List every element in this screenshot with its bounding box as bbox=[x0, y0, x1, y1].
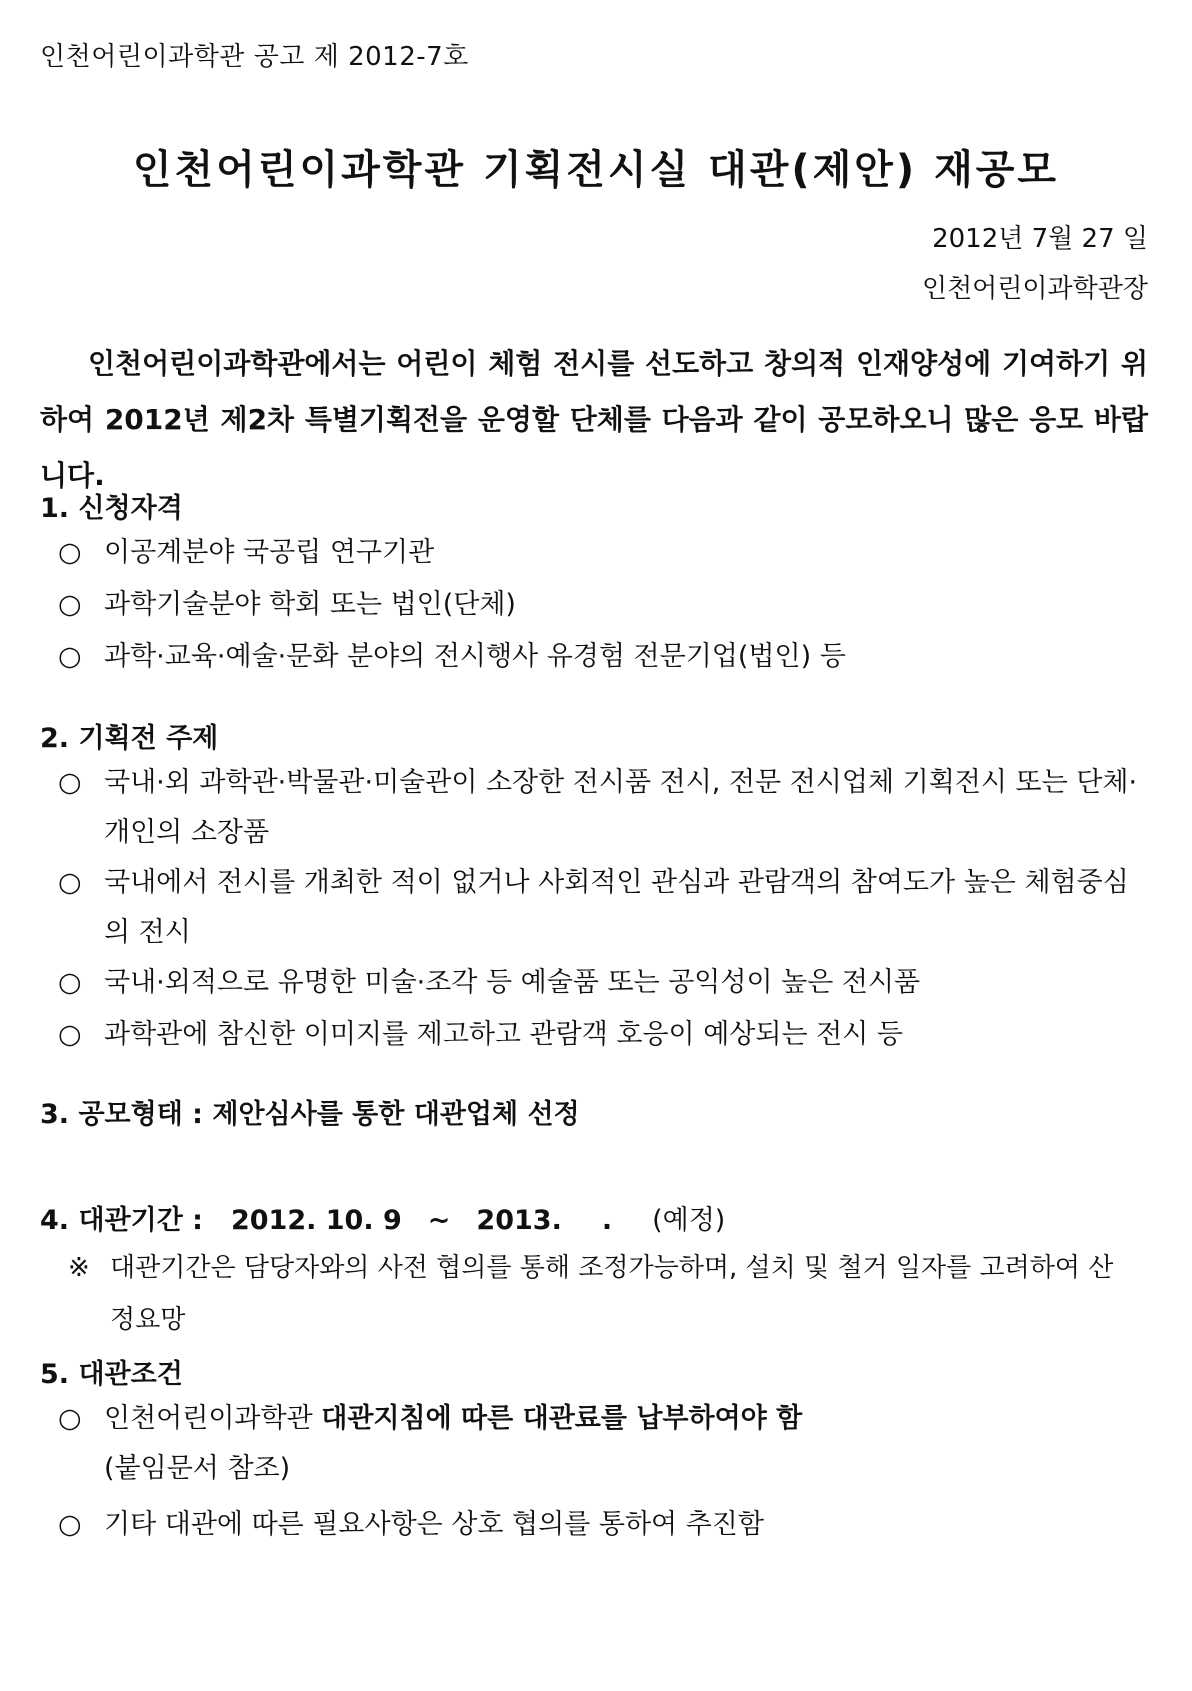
list-item bbox=[58, 1394, 1148, 1494]
bullet-icon: ○ bbox=[58, 1509, 82, 1540]
page-title: 인천어린이과학관 기획전시실 대관(제안) 재공모 bbox=[132, 147, 1060, 193]
period-dot: . bbox=[601, 1205, 613, 1236]
list-item bbox=[58, 758, 1148, 858]
bullet-icon: ○ bbox=[58, 867, 82, 898]
list-item bbox=[58, 1010, 1148, 1060]
list-item bbox=[58, 858, 1148, 958]
list-item-text bbox=[58, 1394, 1148, 1494]
bullet-icon: ○ bbox=[58, 767, 82, 798]
bullet-icon: ○ bbox=[58, 537, 82, 568]
issuer-name: 인천어린이과학관장 bbox=[921, 274, 1148, 304]
reference-mark-icon: ※ bbox=[68, 1253, 90, 1283]
period-note-text: 대관기간은 담당자와의 사전 협의를 통해 조정가능하며, 설치 및 철거 일자를 고려하여 산정요망 bbox=[110, 1253, 1114, 1335]
list-item-text: 과학·교육·예술·문화 분야의 전시행사 유경험 전문기업(법인) 등 bbox=[104, 641, 846, 672]
period-status: (예정) bbox=[652, 1205, 726, 1236]
list-item bbox=[58, 528, 1148, 578]
announcement-number: 인천어린이과학관 공고 제 2012-7호 bbox=[40, 42, 469, 72]
list-item-text: 이공계분야 국공립 연구기관 bbox=[104, 537, 435, 568]
period-label: 4. 대관기간 : bbox=[40, 1205, 203, 1236]
list-item-text: 과학관에 참신한 이미지를 제고하고 관람객 호응이 예상되는 전시 등 bbox=[104, 1019, 903, 1050]
period-note bbox=[68, 1242, 1128, 1346]
condition-prefix: 인천어린이과학관 bbox=[104, 1403, 313, 1434]
condition-reference: (붙임문서 참조) bbox=[104, 1453, 291, 1484]
list-item-text: 국내에서 전시를 개최한 적이 없거나 사회적인 관심과 관람객의 참여도가 높은 체험중심의 전시 bbox=[104, 867, 1129, 948]
intro-text: 인천어린이과학관에서는 어린이 체험 전시를 선도하고 창의적 인재양성에 기여하기 위하여 2012년 제2차 특별기획전을 운영할 단체를 다음과 같이 공모하오니 많은 응모 바랍니다. bbox=[40, 347, 1148, 492]
list-item-text: 기타 대관에 따른 필요사항은 상호 협의를 통하여 추진함 bbox=[104, 1509, 764, 1540]
section-heading-period bbox=[40, 1198, 725, 1237]
section-heading-conditions: 5. 대관조건 bbox=[40, 1359, 183, 1390]
bullet-icon: ○ bbox=[58, 641, 82, 672]
intro-paragraph bbox=[40, 336, 1148, 504]
bullet-icon: ○ bbox=[58, 1403, 82, 1434]
list-item bbox=[58, 580, 1148, 630]
list-item bbox=[58, 1500, 1148, 1550]
period-tilde: ~ bbox=[427, 1205, 451, 1236]
section-heading-format: 3. 공모형태 : 제안심사를 통한 대관업체 선정 bbox=[40, 1099, 580, 1130]
period-start: 2012. 10. 9 bbox=[230, 1205, 402, 1236]
condition-emphasis: 대관지침에 따른 대관료를 납부하여야 함 bbox=[321, 1403, 803, 1434]
bullet-icon: ○ bbox=[58, 589, 82, 620]
period-end: 2013. bbox=[476, 1205, 562, 1236]
list-item-text: 국내·외적으로 유명한 미술·조각 등 예술품 또는 공익성이 높은 전시품 bbox=[104, 967, 921, 998]
list-item bbox=[58, 958, 1148, 1008]
section-heading-theme: 2. 기획전 주제 bbox=[40, 723, 219, 754]
bullet-icon: ○ bbox=[58, 1019, 82, 1050]
list-item-text: 국내·외 과학관·박물관·미술관이 소장한 전시품 전시, 전문 전시업체 기획전시 또는 단체·개인의 소장품 bbox=[104, 767, 1138, 848]
section-heading-eligibility: 1. 신청자격 bbox=[40, 493, 183, 524]
announcement-date: 2012년 7월 27 일 bbox=[932, 224, 1148, 254]
list-item bbox=[58, 632, 1148, 682]
bullet-icon: ○ bbox=[58, 967, 82, 998]
list-item-text: 과학기술분야 학회 또는 법인(단체) bbox=[104, 589, 516, 620]
